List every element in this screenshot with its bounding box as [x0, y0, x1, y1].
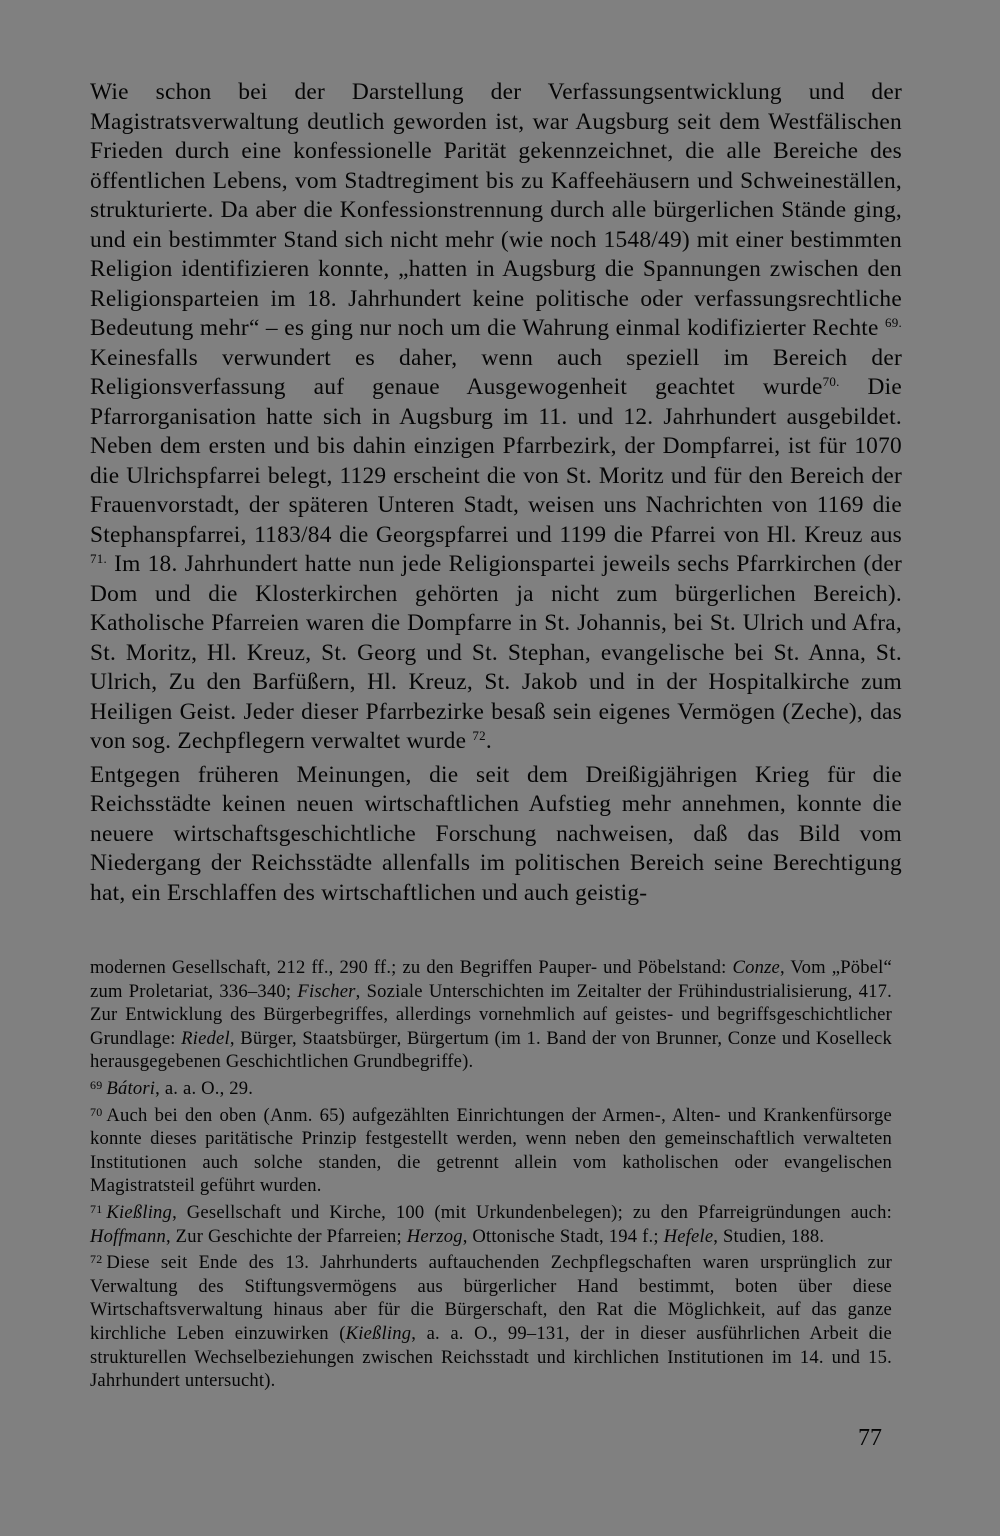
body-text-segment: . [485, 728, 492, 754]
footnote-text: , Soziale Unterschichten im Zeitalter der Frühindustrialisierung, 417. Zur Entwicklung des Bürgerbegriffes, allerdings vornehmlich auf geistes- und begriffsgeschichtlicher Grundlage: [90, 980, 892, 1049]
footnote [90, 1101, 892, 1198]
footnote-text: Auch bei den oben (Anm. 65) aufgezählten Einrichtungen der Armen-, Alten- und Krankenfürsorge konnte dieses paritätische Prinzip festgestellt werden, wenn neben den gemeinschaftlich verwalteten Institutionen auch solche standen, die getrennt allein vom katholischen oder evangelischen Magistratsteil geführt wurden. [90, 1104, 892, 1197]
footnote-number: 70 [90, 1104, 103, 1119]
footnote-text: , a. a. O., 29. [155, 1077, 254, 1099]
footnote [90, 1248, 892, 1393]
footnote [90, 1198, 892, 1248]
footnote [90, 1074, 892, 1101]
footnote-author: Kießling [345, 1322, 412, 1344]
footnote-reference: 70. [822, 374, 840, 389]
footnote-text: , Studien, 188. [713, 1225, 825, 1247]
body-text-segment: Keinesfalls verwundert es daher, wenn auch speziell im Bereich der Religionsverfassung auf genaue Ausgewogenheit geachtet wurde [90, 344, 902, 400]
footnote-author: Riedel [181, 1027, 230, 1049]
body-paragraph [90, 761, 902, 909]
footnote-number: 72 [90, 1252, 103, 1267]
body-text-segment: Entgegen früheren Meinungen, die seit dem Dreißigjährigen Krieg für die Reichsstädte keinen neuen wirtschaftlichen Aufstieg mehr annehmen, konnte die neuere wirtschaftsgeschichtliche Forschung nachweisen, daß das Bild vom Niedergang der Reichsstädte allenfalls im politischen Bereich seine Berechtigung hat, ein Erschlaffen des wirtschaftlichen und auch geistig- [90, 761, 902, 906]
footnote-reference: 71. [90, 551, 107, 566]
body-text-segment: Wie schon bei der Darstellung der Verfassungsentwicklung und der Magistratsverwaltung deutlich geworden ist, war Augsburg seit dem Westfälischen Frieden durch eine konfessionelle Parität gekennzeichnet, die alle Bereiche des öffentlichen Lebens, vom Stadtregiment bis zu Kaffeehäusern und Schweineställen, strukturierte. Da aber die Konfessionstrennung durch alle bürgerlichen Stände ging, und ein bestimmter Stand sich nicht mehr (wie noch 1548/49) mit einer bestimmten Religion identifizieren konnte, „hatten in Augsburg die Spannungen zwischen den Religionsparteien im 18. Jahrhundert keine politische oder verfassungsrechtliche Bedeutung mehr“ – es ging nur noch um die Wahrung einmal kodifizierter Rechte [90, 79, 902, 341]
page-number: 77 [858, 1425, 882, 1451]
footnote-text: , Vom „Pöbel“ zum Proletariat, 336–340; [90, 957, 892, 1002]
footnote-reference: 69. [885, 315, 902, 330]
footnote-text: modernen Gesellschaft, 212 ff., 290 ff.; zu den Begriffen Pauper- und Pöbelstand: [90, 957, 733, 978]
body-text-segment: Im 18. Jahrhundert hatte nun jede Religionspartei jeweils sechs Pfarrkirchen (der Dom und die Klosterkirchen gehörten ja nicht zum bürgerlichen Bereich). Katholische Pfarreien waren die Dompfarre in St. Johannis, bei St. Ulrich und Afra, St. Moritz, Hl. Kreuz, St. Georg und St. Stephan, evangelische bei St. Anna, St. Ulrich, Zu den Barfüßern, Hl. Kreuz, St. Jakob und in der Hospitalkirche zum Heiligen Geist. Jeder dieser Pfarrbezirke besaß sein eigenes Vermögen (Zeche), das von sog. Zechpflegern verwaltet wurde [90, 551, 902, 754]
footnote-number: 71 [90, 1201, 103, 1216]
footnote-text: , Zur Geschichte der Pfarreien; [165, 1225, 407, 1247]
footnote [90, 956, 892, 1074]
footnote-author: Hoffmann [90, 1225, 166, 1247]
footnote-text: , Gesellschaft und Kirche, 100 (mit Urkundenbelegen); zu den Pfarreigründungen auch: [172, 1201, 892, 1223]
footnote-text: , Bürger, Staatsbürger, Bürgertum (im 1. Band der von Brunner, Conze und Koselleck herausgegebenen Geschichtlichen Grundbegriffe). [90, 1027, 892, 1073]
footnote-number: 69 [90, 1077, 103, 1092]
footnote-reference: 72 [472, 728, 486, 743]
footnotes [90, 956, 892, 1393]
footnote-author: Conze [732, 957, 780, 978]
footnote-author: Kießling [106, 1201, 173, 1223]
footnote-text: , Ottonische Stadt, 194 f.; [462, 1225, 664, 1247]
footnote-author: Hefele [663, 1225, 714, 1247]
body-paragraph [90, 78, 902, 757]
footnote-author: Fischer [297, 980, 356, 1002]
body-text-segment: Die Pfarrorganisation hatte sich in Augsburg im 11. und 12. Jahrhundert ausgebildet. Neben dem ersten und bis dahin einzigen Pfarrbezirk, der Dompfarrei, ist für 1070 die Ulrichspfarrei belegt, 1129 erscheint die von St. Moritz und für den Bereich der Frauenvorstadt, der späteren Unteren Stadt, weisen uns Nachrichten von 1169 die Stephanspfarrei, 1183/84 die Georgspfarrei und 1199 die Pfarrei von Hl. Kreuz aus [90, 374, 902, 548]
footnote-text: , a. a. O., 99–131, der in dieser ausführlichen Arbeit die strukturellen Wechselbeziehungen zwischen Reichsstadt und kirchlichen Institutionen im 14. und 15. Jahrhundert untersucht). [90, 1322, 892, 1392]
footnote-text: Diese seit Ende des 13. Jahrhunderts auftauchenden Zechpflegschaften waren ursprünglich zur Verwaltung des Stiftungsvermögens aus bürgerlicher Hand bestimmt, boten über diese Wirtschaftsverwaltung hinaus aber für die Bürgerschaft, den Rat die Möglichkeit, auf das ganze kirchliche Leben einzuwirken ( [90, 1252, 892, 1344]
main-text [90, 78, 902, 908]
footnote-author: Herzog [406, 1225, 463, 1247]
footnote-author: Bátori [106, 1077, 156, 1099]
